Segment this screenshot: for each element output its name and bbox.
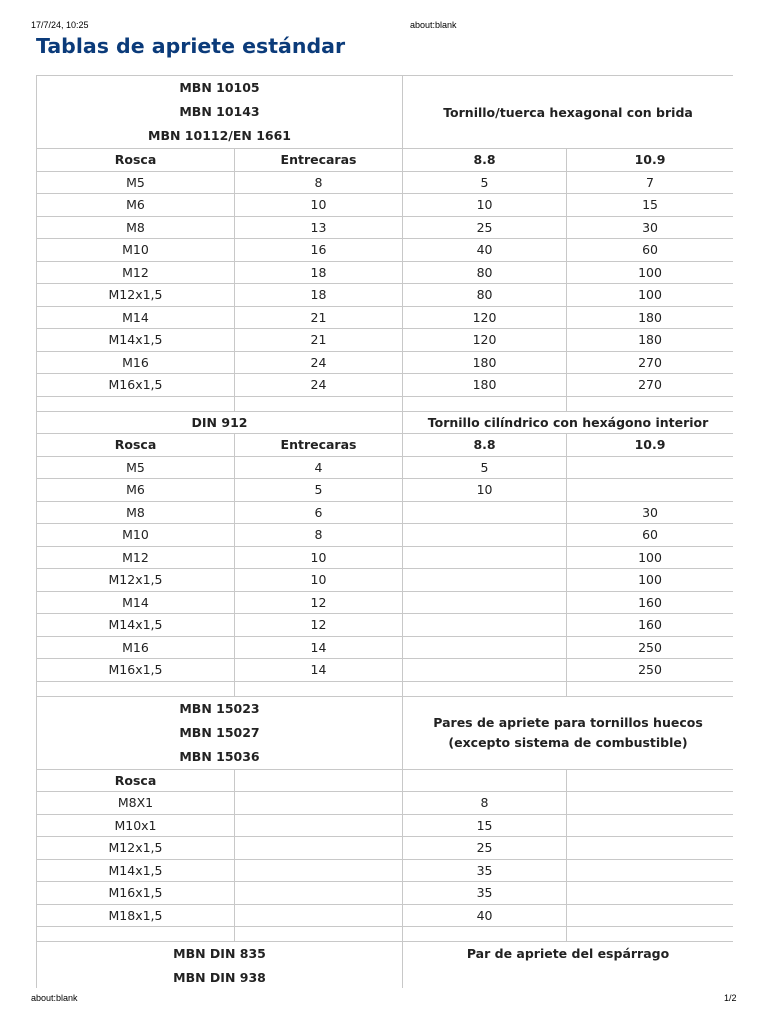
cell-torque: 35 (403, 859, 567, 882)
cell-rosca: M16 (37, 351, 235, 374)
cell-rosca: M16 (37, 636, 235, 659)
table-row (37, 614, 734, 637)
cell-grade-10-9: 270 (567, 351, 733, 374)
cell-rosca: M8 (37, 216, 235, 239)
cell-entrecaras: 21 (235, 306, 403, 329)
column-header-row (37, 769, 734, 792)
cell-rosca: M14x1,5 (37, 859, 235, 882)
cell-grade-10-9: 180 (567, 329, 733, 352)
table-row (37, 814, 734, 837)
cell-grade-8-8: 120 (403, 329, 567, 352)
cell-entrecaras: 10 (235, 194, 403, 217)
print-header-datetime: 17/7/24, 10:25 (31, 20, 89, 30)
table-row (37, 591, 734, 614)
spacer-cell (235, 396, 403, 411)
cell-grade-8-8 (403, 569, 567, 592)
cell-grade-8-8: 120 (403, 306, 567, 329)
cell-grade-10-9: 250 (567, 636, 733, 659)
spacer-cell (403, 927, 567, 942)
cell-torque: 25 (403, 837, 567, 860)
cell-rosca: M10 (37, 524, 235, 547)
standards-cell: DIN 912 (37, 411, 403, 434)
cell-entrecaras: 8 (235, 171, 403, 194)
cell-rosca: M5 (37, 171, 235, 194)
cell-rosca: M16x1,5 (37, 374, 235, 397)
cell-entrecaras: 12 (235, 614, 403, 637)
table-row (37, 792, 734, 815)
col-header-empty (567, 769, 733, 792)
section-header-row (37, 696, 734, 769)
description-line: (excepto sistema de combustible) (448, 734, 688, 750)
table-row (37, 194, 734, 217)
cell-empty (235, 859, 403, 882)
col-header-rosca: Rosca (37, 769, 235, 792)
col-header-grade-8-8: 8.8 (403, 434, 567, 457)
cell-grade-8-8 (403, 614, 567, 637)
spacer-cell (403, 396, 567, 411)
cell-entrecaras: 24 (235, 374, 403, 397)
col-header-empty (403, 769, 567, 792)
cell-rosca: M16x1,5 (37, 882, 235, 905)
cell-rosca: M10x1 (37, 814, 235, 837)
section-description: Tornillo cilíndrico con hexágono interior (403, 411, 733, 434)
standard-label: MBN DIN 835 (173, 946, 266, 961)
spacer-row (37, 927, 734, 942)
print-footer-page: 1/2 (724, 993, 737, 1003)
cell-torque: 35 (403, 882, 567, 905)
table-row (37, 659, 734, 682)
cell-entrecaras: 21 (235, 329, 403, 352)
spacer-row (37, 396, 734, 411)
spacer-cell (235, 681, 403, 696)
table-row (37, 501, 734, 524)
cell-torque: 8 (403, 792, 567, 815)
cell-entrecaras: 5 (235, 479, 403, 502)
cell-rosca: M18x1,5 (37, 904, 235, 927)
cell-empty (567, 904, 733, 927)
torque-table (36, 75, 733, 988)
cell-grade-10-9: 100 (567, 284, 733, 307)
cell-rosca: M16x1,5 (37, 659, 235, 682)
cell-grade-8-8: 5 (403, 171, 567, 194)
cell-grade-10-9: 100 (567, 546, 733, 569)
cell-rosca: M14x1,5 (37, 614, 235, 637)
spacer-row (37, 681, 734, 696)
cell-entrecaras: 6 (235, 501, 403, 524)
cell-empty (235, 882, 403, 905)
table-row (37, 239, 734, 262)
table-row (37, 374, 734, 397)
cell-grade-10-9: 100 (567, 569, 733, 592)
cell-entrecaras: 14 (235, 636, 403, 659)
cell-grade-10-9: 7 (567, 171, 733, 194)
table-row (37, 636, 734, 659)
table-row (37, 837, 734, 860)
cell-rosca: M12 (37, 261, 235, 284)
section-description: Par de apriete del espárrago (403, 942, 733, 989)
cell-rosca: M6 (37, 479, 235, 502)
section-description (403, 696, 733, 769)
cell-grade-10-9 (567, 456, 733, 479)
table-row (37, 329, 734, 352)
table-row (37, 284, 734, 307)
cell-rosca: M12x1,5 (37, 284, 235, 307)
spacer-cell (403, 681, 567, 696)
cell-entrecaras: 18 (235, 261, 403, 284)
cell-grade-10-9: 30 (567, 216, 733, 239)
page-title: Tablas de apriete estándar (36, 34, 346, 58)
cell-grade-8-8: 10 (403, 194, 567, 217)
standards-cell (37, 942, 403, 989)
cell-entrecaras: 4 (235, 456, 403, 479)
torque-tables (36, 75, 733, 988)
col-header-entrecaras: Entrecaras (235, 149, 403, 172)
cell-grade-10-9: 100 (567, 261, 733, 284)
column-header-row (37, 149, 734, 172)
cell-rosca: M12x1,5 (37, 569, 235, 592)
table-row (37, 904, 734, 927)
cell-rosca: M6 (37, 194, 235, 217)
cell-grade-10-9: 160 (567, 614, 733, 637)
spacer-cell (37, 681, 235, 696)
cell-grade-10-9: 15 (567, 194, 733, 217)
cell-grade-8-8: 10 (403, 479, 567, 502)
cell-rosca: M12x1,5 (37, 837, 235, 860)
standard-label: MBN DIN 938 (173, 970, 266, 985)
cell-grade-10-9: 250 (567, 659, 733, 682)
section-header-row (37, 76, 734, 149)
cell-empty (235, 904, 403, 927)
col-header-rosca: Rosca (37, 149, 235, 172)
cell-empty (567, 859, 733, 882)
table-row (37, 171, 734, 194)
cell-grade-8-8 (403, 591, 567, 614)
table-row (37, 569, 734, 592)
spacer-cell (567, 681, 733, 696)
standard-label: MBN 15036 (179, 748, 260, 764)
standards-cell (37, 696, 403, 769)
spacer-cell (37, 927, 235, 942)
cell-empty (567, 792, 733, 815)
cell-grade-8-8: 25 (403, 216, 567, 239)
cell-empty (235, 837, 403, 860)
cell-empty (235, 814, 403, 837)
cell-rosca: M14 (37, 591, 235, 614)
cell-grade-8-8: 80 (403, 261, 567, 284)
cell-entrecaras: 8 (235, 524, 403, 547)
cell-entrecaras: 12 (235, 591, 403, 614)
cell-grade-10-9: 60 (567, 524, 733, 547)
print-header-url: about:blank (410, 20, 457, 30)
cell-grade-10-9: 160 (567, 591, 733, 614)
cell-grade-10-9 (567, 479, 733, 502)
cell-grade-10-9: 180 (567, 306, 733, 329)
table-row (37, 882, 734, 905)
col-header-grade-8-8: 8.8 (403, 149, 567, 172)
cell-grade-8-8 (403, 501, 567, 524)
cell-rosca: M8 (37, 501, 235, 524)
cell-entrecaras: 10 (235, 546, 403, 569)
section-description: Tornillo/tuerca hexagonal con brida (403, 76, 733, 149)
cell-rosca: M8X1 (37, 792, 235, 815)
spacer-cell (235, 927, 403, 942)
cell-entrecaras: 13 (235, 216, 403, 239)
print-footer-url: about:blank (31, 993, 78, 1003)
cell-grade-10-9: 60 (567, 239, 733, 262)
spacer-cell (567, 396, 733, 411)
cell-entrecaras: 24 (235, 351, 403, 374)
spacer-cell (37, 396, 235, 411)
col-header-entrecaras: Entrecaras (235, 434, 403, 457)
table-row (37, 351, 734, 374)
cell-grade-8-8 (403, 636, 567, 659)
cell-grade-8-8: 80 (403, 284, 567, 307)
cell-rosca: M14x1,5 (37, 329, 235, 352)
cell-entrecaras: 10 (235, 569, 403, 592)
cell-empty (567, 837, 733, 860)
cell-rosca: M5 (37, 456, 235, 479)
table-row (37, 306, 734, 329)
cell-grade-8-8 (403, 546, 567, 569)
standard-label: MBN 10105 (179, 80, 260, 95)
cell-torque: 40 (403, 904, 567, 927)
standard-label: MBN 10112/EN 1661 (148, 128, 291, 143)
table-row (37, 261, 734, 284)
standard-label: MBN 15023 (179, 700, 260, 716)
cell-empty (567, 882, 733, 905)
standard-label: MBN 10143 (179, 104, 260, 119)
cell-grade-8-8 (403, 524, 567, 547)
column-header-row (37, 434, 734, 457)
cell-torque: 15 (403, 814, 567, 837)
cell-grade-8-8: 180 (403, 374, 567, 397)
cell-empty (567, 814, 733, 837)
standards-cell (37, 76, 403, 149)
cell-grade-10-9: 30 (567, 501, 733, 524)
col-header-grade-10-9: 10.9 (567, 149, 733, 172)
section-header-row (37, 411, 734, 434)
cell-grade-8-8 (403, 659, 567, 682)
cell-entrecaras: 16 (235, 239, 403, 262)
col-header-grade-10-9: 10.9 (567, 434, 733, 457)
cell-grade-8-8: 5 (403, 456, 567, 479)
table-row (37, 216, 734, 239)
cell-grade-8-8: 40 (403, 239, 567, 262)
cell-grade-8-8: 180 (403, 351, 567, 374)
col-header-empty (235, 769, 403, 792)
cell-rosca: M14 (37, 306, 235, 329)
section-header-row (37, 942, 734, 989)
table-row (37, 546, 734, 569)
cell-entrecaras: 18 (235, 284, 403, 307)
description-line: Pares de apriete para tornillos huecos (433, 714, 703, 730)
standard-label: MBN 15027 (179, 724, 260, 740)
cell-entrecaras: 14 (235, 659, 403, 682)
cell-rosca: M10 (37, 239, 235, 262)
table-row (37, 859, 734, 882)
table-row (37, 456, 734, 479)
cell-rosca: M12 (37, 546, 235, 569)
cell-grade-10-9: 270 (567, 374, 733, 397)
cell-empty (235, 792, 403, 815)
col-header-rosca: Rosca (37, 434, 235, 457)
table-row (37, 524, 734, 547)
table-row (37, 479, 734, 502)
spacer-cell (567, 927, 733, 942)
